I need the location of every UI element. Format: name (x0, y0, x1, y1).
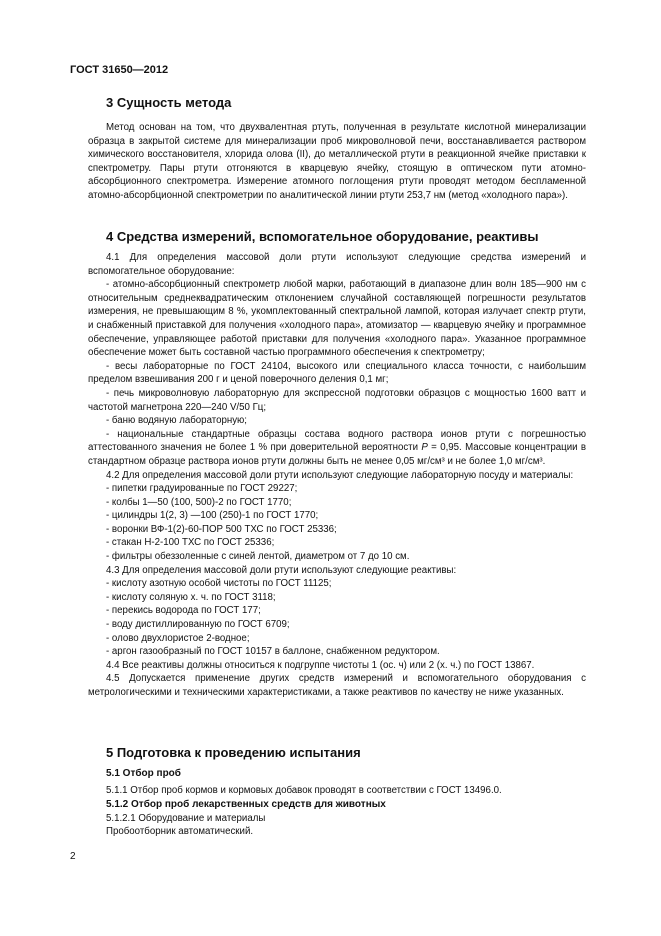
list-item: - атомно-абсорбционный спектрометр любой марки, работающий в диапазоне длин волн 185—900 нм с относительным среднеквадратическим отклонением случайной составляющей погрешности результатов измерения, не превышающим 8 %, укомплектованный спектральной лампой, которая излучает спектр ртути, и снабженный приставкой для получения «холодного пара», атомизатор — кварцевую ячейку и программное обеспечение, управляющее работой приставки для получения «холодного пара». Указанное программное обеспечение может быть составной частью программного обеспечения к спектрометру; (88, 279, 586, 359)
list-item: - баню водяную лабораторную; (106, 415, 247, 427)
paragraph-4-2: 4.2 Для определения массовой доли ртути используют следующие лабораторную посуду и материалы: (106, 469, 574, 481)
list-item: - олово двухлористое 2-водное; (106, 632, 250, 644)
paragraph-5-1-2-1: 5.1.2.1 Оборудование и материалы (106, 812, 266, 824)
list-item: - печь микроволновую лабораторную для экспрессной подготовки образцов с мощностью 1600 ватт и частотой магнетрона 220—240 V/50 Гц; (88, 387, 586, 413)
list-item-standard-samples: - национальные стандартные образцы состава водного раствора ионов ртути с погрешностью аттестованного значения не более 1 % при доверительной вероятности Р = 0,95. Массовые концентрации в стандартном образце раствора ионов ртути должны быть не менее 0,05 мг/см³ и не более 1,0 мг/см³. (88, 428, 587, 467)
paragraph-4-3: 4.3 Для определения массовой доли ртути используют следующие реактивы: (106, 564, 457, 576)
paragraph-4-1: 4.1 Для определения массовой доли ртути используют следующие средства измерений и вспомогательное оборудование: (88, 252, 586, 277)
section-5-title: 5 Подготовка к проведению испытания (106, 745, 361, 760)
section-3-text: Метод основан на том, что двухвалентная ртуть, полученная в результате кислотной минерализации образца в закрытой системе для минерализации проб микроволновой печи, восстанавливается раствором химического восстановителя, хлорида олова (II), до металлической ртути в реакционной ячейке приставки к спектрометру. Пары ртути отгоняются в кварцевую ячейку, стоящую в оптическом пути атомно-абсорбционного спектрометра. Измерение атомного поглощения ртути проводят методом беспламенной атомно-абсорбционной спектрометрии по аналитической линии ртути 253,7 нм (метод «холодного пара»). (88, 122, 586, 201)
section-3-title: 3 Сущность метода (106, 95, 232, 110)
paragraph-sampler: Пробоотборник автоматический. (106, 826, 254, 838)
list-item: - пипетки градуированные по ГОСТ 29227; (106, 483, 298, 495)
list-item: - воду дистиллированную по ГОСТ 6709; (106, 619, 290, 631)
paragraph-5-1-1: 5.1.1 Отбор проб кормов и кормовых добавок проводят в соответствии с ГОСТ 13496.0. (106, 785, 502, 796)
list-item: - весы лабораторные по ГОСТ 24104, высокого или специального класса точности, с наибольшим пределом взвешивания 200 г и ценой поверочного деления 0,1 мг; (88, 360, 586, 386)
paragraph-4-4: 4.4 Все реактивы должны относиться к подгруппе чистоты 1 (ос. ч) или 2 (х. ч.) по ГОСТ 13867. (106, 659, 535, 671)
list-item: - стакан Н-2-100 ТХС по ГОСТ 25336; (106, 537, 275, 549)
list-item: - кислоту соляную х. ч. по ГОСТ 3118; (106, 591, 276, 603)
section-5-1-2-title: 5.1.2 Отбор проб лекарственных средств для животных (106, 798, 386, 810)
list-item: - цилиндры 1(2, 3) —100 (250)-1 по ГОСТ 1770; (106, 510, 319, 522)
section-4-title: 4 Средства измерений, вспомогательное оборудование, реактивы (106, 229, 539, 244)
page-number: 2 (70, 851, 76, 862)
section-3 (88, 95, 586, 203)
document-header: ГОСТ 31650—2012 (70, 64, 169, 76)
list-item: - перекись водорода по ГОСТ 177; (106, 605, 261, 617)
list-item: - фильтры обеззоленные с синей лентой, диаметром от 7 до 10 см. (106, 551, 410, 563)
list-item: - аргон газообразный по ГОСТ 10157 в баллоне, снабженном редуктором. (106, 646, 440, 658)
paragraph-4-5: 4.5 Допускается применение других средств измерений и вспомогательного оборудования с метрологическими и техническими характеристиками, а также реактивов по качеству не ниже указанных. (88, 673, 586, 698)
section-4-body (88, 251, 586, 700)
list-item: - кислоту азотную особой чистоты по ГОСТ 11125; (106, 578, 332, 590)
section-5 (88, 745, 586, 839)
list-item: - воронки ВФ-1(2)-60-ПОР 500 ТХС по ГОСТ 25336; (106, 523, 337, 535)
list-item: - колбы 1—50 (100, 500)-2 по ГОСТ 1770; (106, 496, 292, 508)
section-4 (88, 229, 586, 700)
section-5-1-title: 5.1 Отбор проб (106, 768, 181, 779)
